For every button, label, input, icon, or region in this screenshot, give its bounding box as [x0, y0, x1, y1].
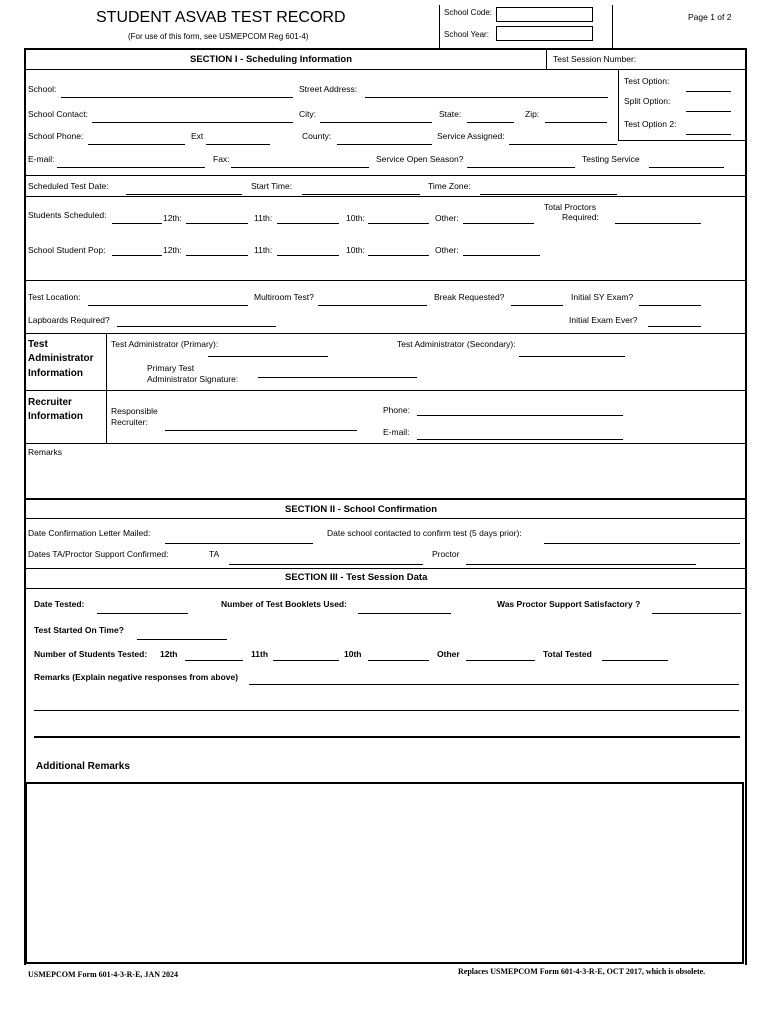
recruiter-phone-label: Phone: [383, 405, 410, 415]
ta-signature-input[interactable] [258, 365, 417, 378]
tested-11-label: 11th [251, 649, 269, 659]
ext-input[interactable] [206, 132, 270, 145]
testing-service-input[interactable] [649, 155, 724, 168]
scheduled-12-label: 12th: [163, 213, 182, 223]
county-input[interactable] [337, 132, 432, 145]
recruiter-info-heading-1: Recruiter [28, 397, 72, 408]
scheduled-other-input[interactable] [463, 211, 534, 224]
multiroom-test-label: Multiroom Test? [254, 292, 314, 302]
pop-12b-input[interactable] [186, 243, 248, 256]
state-input[interactable] [467, 110, 514, 123]
support-ta-input[interactable] [229, 552, 423, 565]
initial-exam-ever-input[interactable] [648, 314, 701, 327]
school-code-label: School Code: [444, 8, 493, 17]
tested-12-label: 12th [160, 649, 178, 659]
section3-remarks-input-2[interactable] [34, 698, 739, 711]
tested-other-label: Other [437, 649, 460, 659]
zip-input[interactable] [545, 110, 607, 123]
pop-10-input[interactable] [368, 243, 429, 256]
fax-input[interactable] [231, 155, 369, 168]
total-proctors-label: Total Proctors [544, 202, 596, 212]
time-zone-input[interactable] [480, 182, 617, 195]
school-student-pop-label: School Student Pop: [28, 245, 106, 255]
scheduled-test-date-label: Scheduled Test Date: [28, 181, 109, 191]
responsible-recruiter-label-2: Recruiter: [111, 417, 148, 427]
test-option-label: Test Option: [624, 76, 670, 86]
tested-10-label: 10th [344, 649, 362, 659]
scheduled-11-label: 11th: [254, 213, 273, 223]
pop-other-label: Other: [435, 245, 459, 255]
form-title: STUDENT ASVAB TEST RECORD [96, 9, 346, 26]
support-ta-label: TA [209, 549, 220, 559]
test-location-input[interactable] [88, 293, 248, 306]
tested-11-input[interactable] [273, 648, 339, 661]
tested-other-input[interactable] [466, 648, 535, 661]
zip-label: Zip: [525, 109, 540, 119]
form-id: USMEPCOM Form 601-4-3-R-E, JAN 2024 [28, 970, 178, 979]
service-assigned-label: Service Assigned: [437, 131, 505, 141]
split-option-label: Split Option: [624, 96, 671, 106]
school-label: School: [28, 84, 57, 94]
pop-11-label: 11th: [254, 245, 273, 255]
county-label: County: [302, 131, 332, 141]
recruiter-email-input[interactable] [417, 427, 623, 440]
start-time-input[interactable] [302, 182, 420, 195]
date-tested-input[interactable] [97, 601, 188, 614]
street-address-input[interactable] [365, 85, 608, 98]
pop-10-label: 10th: [346, 245, 365, 255]
school-contacted-label: Date school contacted to confirm test (5 days prior): [327, 528, 522, 538]
test-option-2-input[interactable] [686, 122, 731, 135]
students-tested-label: Number of Students Tested: [34, 649, 148, 659]
letter-mailed-input[interactable] [165, 531, 313, 544]
total-tested-input[interactable] [602, 648, 668, 661]
tested-10-input[interactable] [368, 648, 429, 661]
section-2-title: SECTION II - School Confirmation [285, 504, 437, 515]
scheduled-test-date-input[interactable] [126, 182, 242, 195]
school-contact-input[interactable] [92, 110, 293, 123]
testing-service-label: Testing Service [582, 154, 640, 164]
service-assigned-input[interactable] [509, 132, 617, 145]
initial-exam-ever-label: Initial Exam Ever? [569, 315, 638, 325]
test-option-2-label: Test Option 2: [624, 119, 677, 129]
initial-sy-exam-label: Initial SY Exam? [571, 292, 634, 302]
fax-label: Fax: [213, 154, 230, 164]
additional-remarks-input[interactable] [25, 782, 744, 964]
ta-secondary-input[interactable] [519, 344, 625, 357]
school-phone-input[interactable] [88, 132, 185, 145]
responsible-recruiter-input[interactable] [165, 418, 357, 431]
city-label: City: [299, 109, 316, 119]
support-confirmed-label: Dates TA/Proctor Support Confirmed: [28, 549, 169, 559]
test-location-label: Test Location: [28, 292, 81, 302]
ta-secondary-label: Test Administrator (Secondary): [397, 339, 516, 349]
scheduled-10-label: 10th: [346, 213, 365, 223]
test-session-number-label: Test Session Number: [553, 54, 637, 64]
date-tested-label: Date Tested: [34, 599, 85, 609]
total-proctors-required-label: Required: [562, 212, 599, 222]
section-3-title: SECTION III - Test Session Data [285, 572, 428, 583]
recruiter-email-label: E-mail: [383, 427, 410, 437]
scheduled-11-input[interactable] [277, 211, 339, 224]
street-address-label: Street Address: [299, 84, 358, 94]
school-contacted-input[interactable] [544, 531, 740, 544]
section3-remarks-label: Remarks (Explain negative responses from above) [34, 672, 239, 682]
service-open-season-input[interactable] [467, 155, 575, 168]
scheduled-12-input[interactable] [112, 211, 162, 224]
break-requested-input[interactable] [511, 293, 563, 306]
tested-12-input[interactable] [185, 648, 243, 661]
lapboards-required-label: Lapboards Required? [28, 315, 110, 325]
responsible-recruiter-label-1: Responsible [111, 406, 158, 416]
service-open-season-label: Service Open Season? [376, 154, 464, 164]
school-code-input[interactable] [496, 7, 593, 22]
school-year-label: School Year: [444, 30, 489, 39]
ta-primary-input[interactable] [208, 344, 328, 357]
pop-12-label: 12th: [163, 245, 182, 255]
split-option-input[interactable] [686, 99, 731, 112]
email-input[interactable] [57, 155, 205, 168]
booklets-used-input[interactable] [358, 601, 451, 614]
started-on-time-label: Test Started On Time? [34, 625, 124, 635]
school-year-input[interactable] [496, 26, 593, 41]
letter-mailed-label: Date Confirmation Letter Mailed: [28, 528, 151, 538]
form-replaces-note: Replaces USMEPCOM Form 601-4-3-R-E, OCT 2017, which is obsolete. [458, 967, 706, 976]
ta-signature-label-2: Administrator Signature: [147, 374, 239, 384]
state-label: State: [439, 109, 462, 119]
additional-remarks-label: Additional Remarks [36, 761, 130, 772]
ta-info-heading-3: Information [28, 368, 83, 379]
recruiter-phone-input[interactable] [417, 403, 623, 416]
city-input[interactable] [320, 110, 432, 123]
ext-label: Ext [191, 131, 204, 141]
pop-12-input[interactable] [112, 243, 162, 256]
time-zone-label: Time Zone: [428, 181, 471, 191]
multiroom-test-input[interactable] [318, 293, 427, 306]
ta-info-heading-1: Test [28, 339, 48, 350]
start-time-label: Start Time: [251, 181, 293, 191]
section3-remarks-input-1[interactable] [249, 672, 739, 685]
recruiter-info-heading-2: Information [28, 411, 83, 422]
initial-sy-exam-input[interactable] [639, 293, 701, 306]
school-phone-label: School Phone: [28, 131, 84, 141]
pop-other-input[interactable] [463, 243, 540, 256]
booklets-used-label: Number of Test Booklets Used: [221, 599, 347, 609]
proctor-satisfactory-input[interactable] [652, 601, 741, 614]
support-proctor-label: Proctor [432, 549, 460, 559]
scheduled-12b-input[interactable] [186, 211, 248, 224]
ta-signature-label-1: Primary Test [147, 363, 195, 373]
ta-info-heading-2: Administrator [28, 353, 94, 364]
pop-11-input[interactable] [277, 243, 339, 256]
school-input[interactable] [61, 85, 293, 98]
ta-primary-label: Test Administrator (Primary): [111, 339, 219, 349]
form-subtitle: (For use of this form, see USMEPCOM Reg 601-4) [128, 32, 309, 41]
section-1-title: SECTION I - Scheduling Information [190, 54, 353, 65]
school-contact-label: School Contact: [28, 109, 89, 119]
email-label: E-mail: [28, 154, 55, 164]
total-tested-label: Total Tested [543, 649, 592, 659]
page-number: Page 1 of 2 [688, 12, 732, 22]
total-proctors-input[interactable] [615, 211, 701, 224]
break-requested-label: Break Requested? [434, 292, 505, 302]
support-proctor-input[interactable] [466, 552, 696, 565]
students-scheduled-label: Students Scheduled: [28, 210, 107, 220]
remarks-label: Remarks [28, 447, 63, 457]
remarks-input[interactable] [28, 460, 744, 498]
proctor-satisfactory-label: Was Proctor Support Satisfactory ? [497, 599, 641, 609]
scheduled-10-input[interactable] [368, 211, 429, 224]
scheduled-other-label: Other: [435, 213, 459, 223]
lapboards-required-input[interactable] [117, 314, 276, 327]
test-option-input[interactable] [686, 79, 731, 92]
started-on-time-input[interactable] [137, 627, 227, 640]
